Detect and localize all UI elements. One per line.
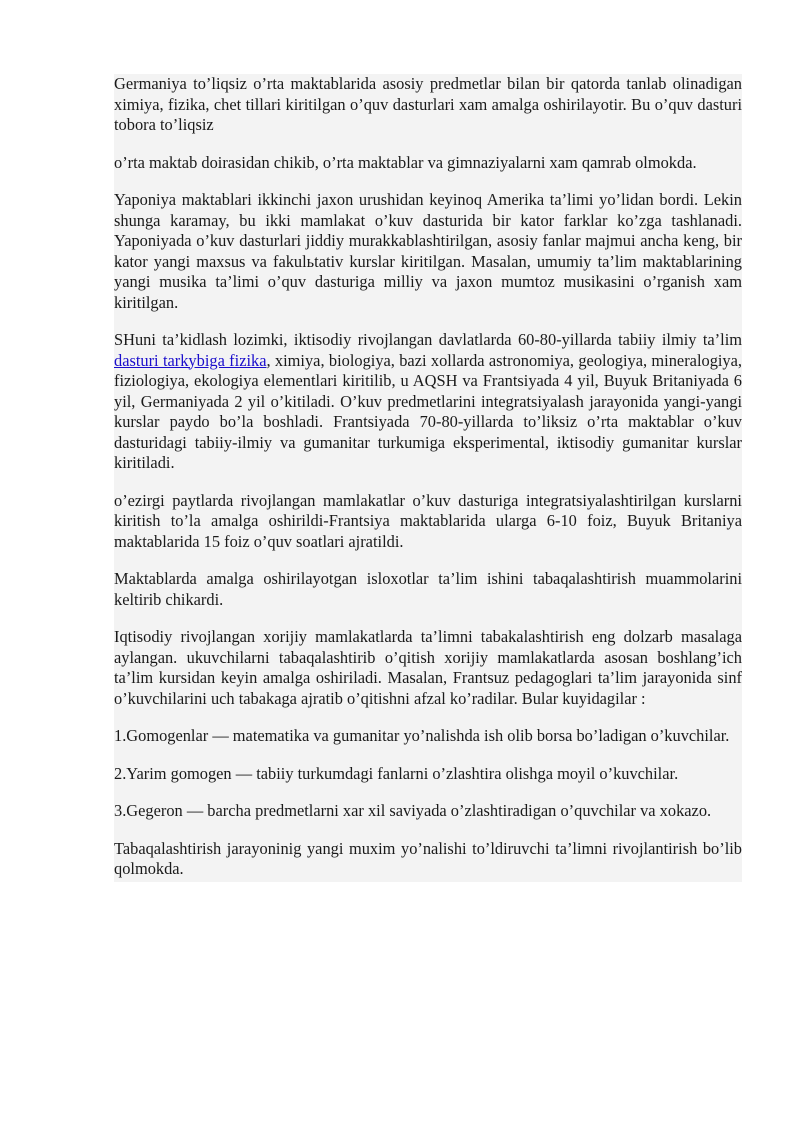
paragraph-reforms: Maktablarda amalga oshirilayotgan isloxotlar ta’lim ishini tabaqalashtirish muammolarini keltirib chikardi.	[114, 569, 742, 609]
list-item-homogeneous: 1.Gomogenlar — matematika va gumanitar yo’nalishda ish olib borsa bo’ladigan o’kuvchilar.	[114, 726, 730, 745]
paragraph-differentiation: Iqtisodiy rivojlangan xorijiy mamlakatlarda ta’limni tabakalashtirish eng dolzarb masalaga aylangan. ukuvchilarni tabaqalashtirib o’qitish xorijiy mamlakatlarda asosan boshlang’ich ta’lim kursidan keyin amalga oshiriladi. Masalan, Frantsuz pedagoglari ta’lim jarayonida sinf o’kuvchilarini uch tabakaga ajratib o’qitishni afzal ko’radilar. Bular kuyidagilar :	[114, 627, 742, 708]
paragraph-integrated-courses: o’ezirgi paytlarda rivojlangan mamlakatlar o’kuv dasturiga integratsiyalashtirilgan kurslarni kiritish to’la amalga oshirildi-Frantsiya maktablarida ularga 6-10 foiz, Buyuk Britaniya maktablarida 15 foiz o’quv soatlari ajratildi.	[114, 490, 742, 551]
curriculum-physics-link[interactable]: dasturi tarkybiga fizika	[114, 350, 267, 370]
paragraph-conclusion: Tabaqalashtirish jarayoninig yangi muxim yo’nalishi to’ldiruvchi ta’limni rivojlantirish bo’lib qolmokda.	[114, 838, 742, 878]
paragraph-natural-science	[114, 330, 742, 474]
paragraph-text: SHuni ta’kidlash lozimki, iktisodiy rivojlangan davlatlarda 60-80-yillarda tabiiy ilmiy ta’lim	[114, 330, 742, 349]
paragraph-germany-curriculum: Germaniya to’liqsiz o’rta maktablarida asosiy predmetlar bilan bir qatorda tanlab olinadigan ximiya, fizika, chet tillari kiritilgan o’quv dasturlari xam amalga oshirilayotir. Bu o’quv dasturi tobora to’liqsiz	[114, 74, 742, 134]
list-item-heterogeneous: 3.Gegeron — barcha predmetlarni xar xil saviyada o’zlashtiradigan o’quvchilar va xokazo.	[114, 801, 712, 820]
paragraph-secondary-schools: o’rta maktab doirasidan chikib, o’rta maktablar va gimnaziyalarni xam qamrab olmokda.	[114, 152, 697, 172]
list-item-semi-homogeneous: 2.Yarim gomogen — tabiiy turkumdagi fanlarni o’zlashtira olishga moyil o’kuvchilar.	[114, 763, 679, 783]
paragraph-japan-schools: Yaponiya maktablari ikkinchi jaxon urushidan keyinoq Amerika ta’limi yo’lidan bordi. Lekin shunga karamay, bu ikki mamlakat o’kuv dasturida bir kator farklar ko’zga tashlanadi. Yaponiyada o’kuv dasturlari jiddiy murakkablashtirilgan, asosiy fanlar majmui ancha keng, bir kator yangi maxsus va fakulьtativ kurslar kiritilgan. Masalan, umumiy ta’lim maktablarining yangi musika ta’limi o’quv dasturiga milliy va jaxon mumtoz musikasini o’rganish xam kiritilgan.	[114, 190, 742, 312]
paragraph-text: , ximiya, biologiya, bazi xollarda astronomiya, geologiya, mineralogiya, fiziologiya, ekologiya elementlari kiritilib, u AQSH va Frantsiyada 4 yil, Buyuk Britaniyada 6 yil, Germaniyada 2 yil o’kitiladi. O’kuv predmetlarini integratsiyalash jarayonida yangi-yangi kurslar paydo bo’la boshladi. Frantsiyada 70-80-yillarda to’liksiz o’rta maktablar o’kuv dasturidagi tabiiy-ilmiy va gumanitar turkumiga eksperimental, iktisodiy gumanitar kurslar kiritiladi.	[114, 350, 743, 472]
document-body	[114, 74, 742, 882]
